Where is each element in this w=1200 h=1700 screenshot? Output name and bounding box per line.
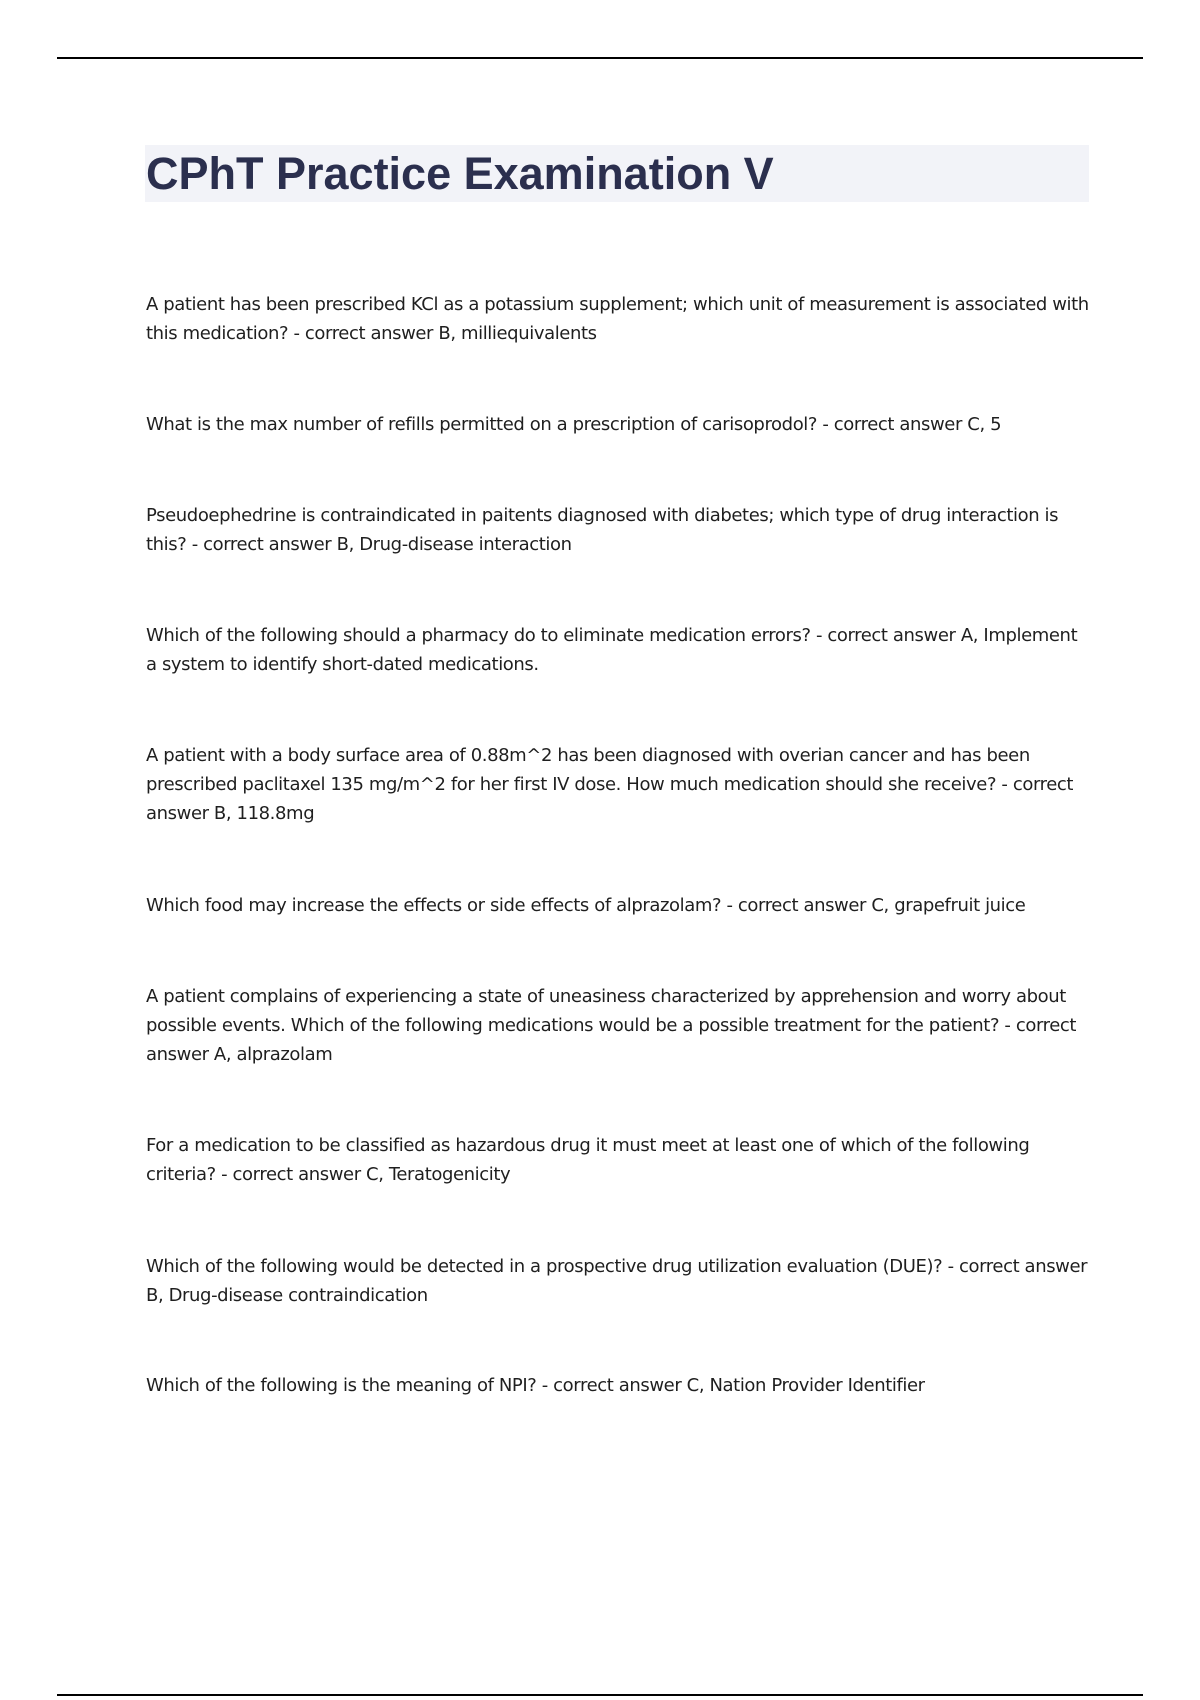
question-item: Which of the following should a pharmacy do to eliminate medication errors? - correct answer A, Implement a system to identify short-dated medications. xyxy=(146,625,1078,675)
question-item: Which of the following would be detected in a prospective drug utilization evaluation (DUE)? - correct answer B, Drug-disease contraindication xyxy=(146,1256,1088,1306)
question-item: A patient complains of experiencing a state of uneasiness characterized by apprehension and worry about possible events. Which of the following medications would be a possible treatment for the patient? - correct answer A, alprazolam xyxy=(146,986,1077,1065)
bottom-rule xyxy=(57,1694,1143,1696)
question-item: What is the max number of refills permitted on a prescription of carisoprodol? - correct answer C, 5 xyxy=(146,414,1002,435)
top-rule xyxy=(57,57,1143,59)
question-item: For a medication to be classified as hazardous drug it must meet at least one of which of the following criteria? - correct answer C, Teratogenicity xyxy=(146,1135,1030,1185)
question-item: Pseudoephedrine is contraindicated in paitents diagnosed with diabetes; which type of drug interaction is this? - correct answer B, Drug-disease interaction xyxy=(146,505,1059,555)
question-item: A patient with a body surface area of 0.88m^2 has been diagnosed with overian cancer and has been prescribed paclitaxel 135 mg/m^2 for her first IV dose. How much medication should she receive? - correct answer B, 118.8mg xyxy=(146,745,1074,824)
page-title: CPhT Practice Examination V xyxy=(146,148,774,199)
question-item: A patient has been prescribed KCl as a potassium supplement; which unit of measurement is associated with this medication? - correct answer B, milliequivalents xyxy=(146,294,1089,344)
question-item: Which food may increase the effects or side effects of alprazolam? - correct answer C, grapefruit juice xyxy=(146,895,1026,916)
question-item: Which of the following is the meaning of NPI? - correct answer C, Nation Provider Identifier xyxy=(146,1375,925,1396)
